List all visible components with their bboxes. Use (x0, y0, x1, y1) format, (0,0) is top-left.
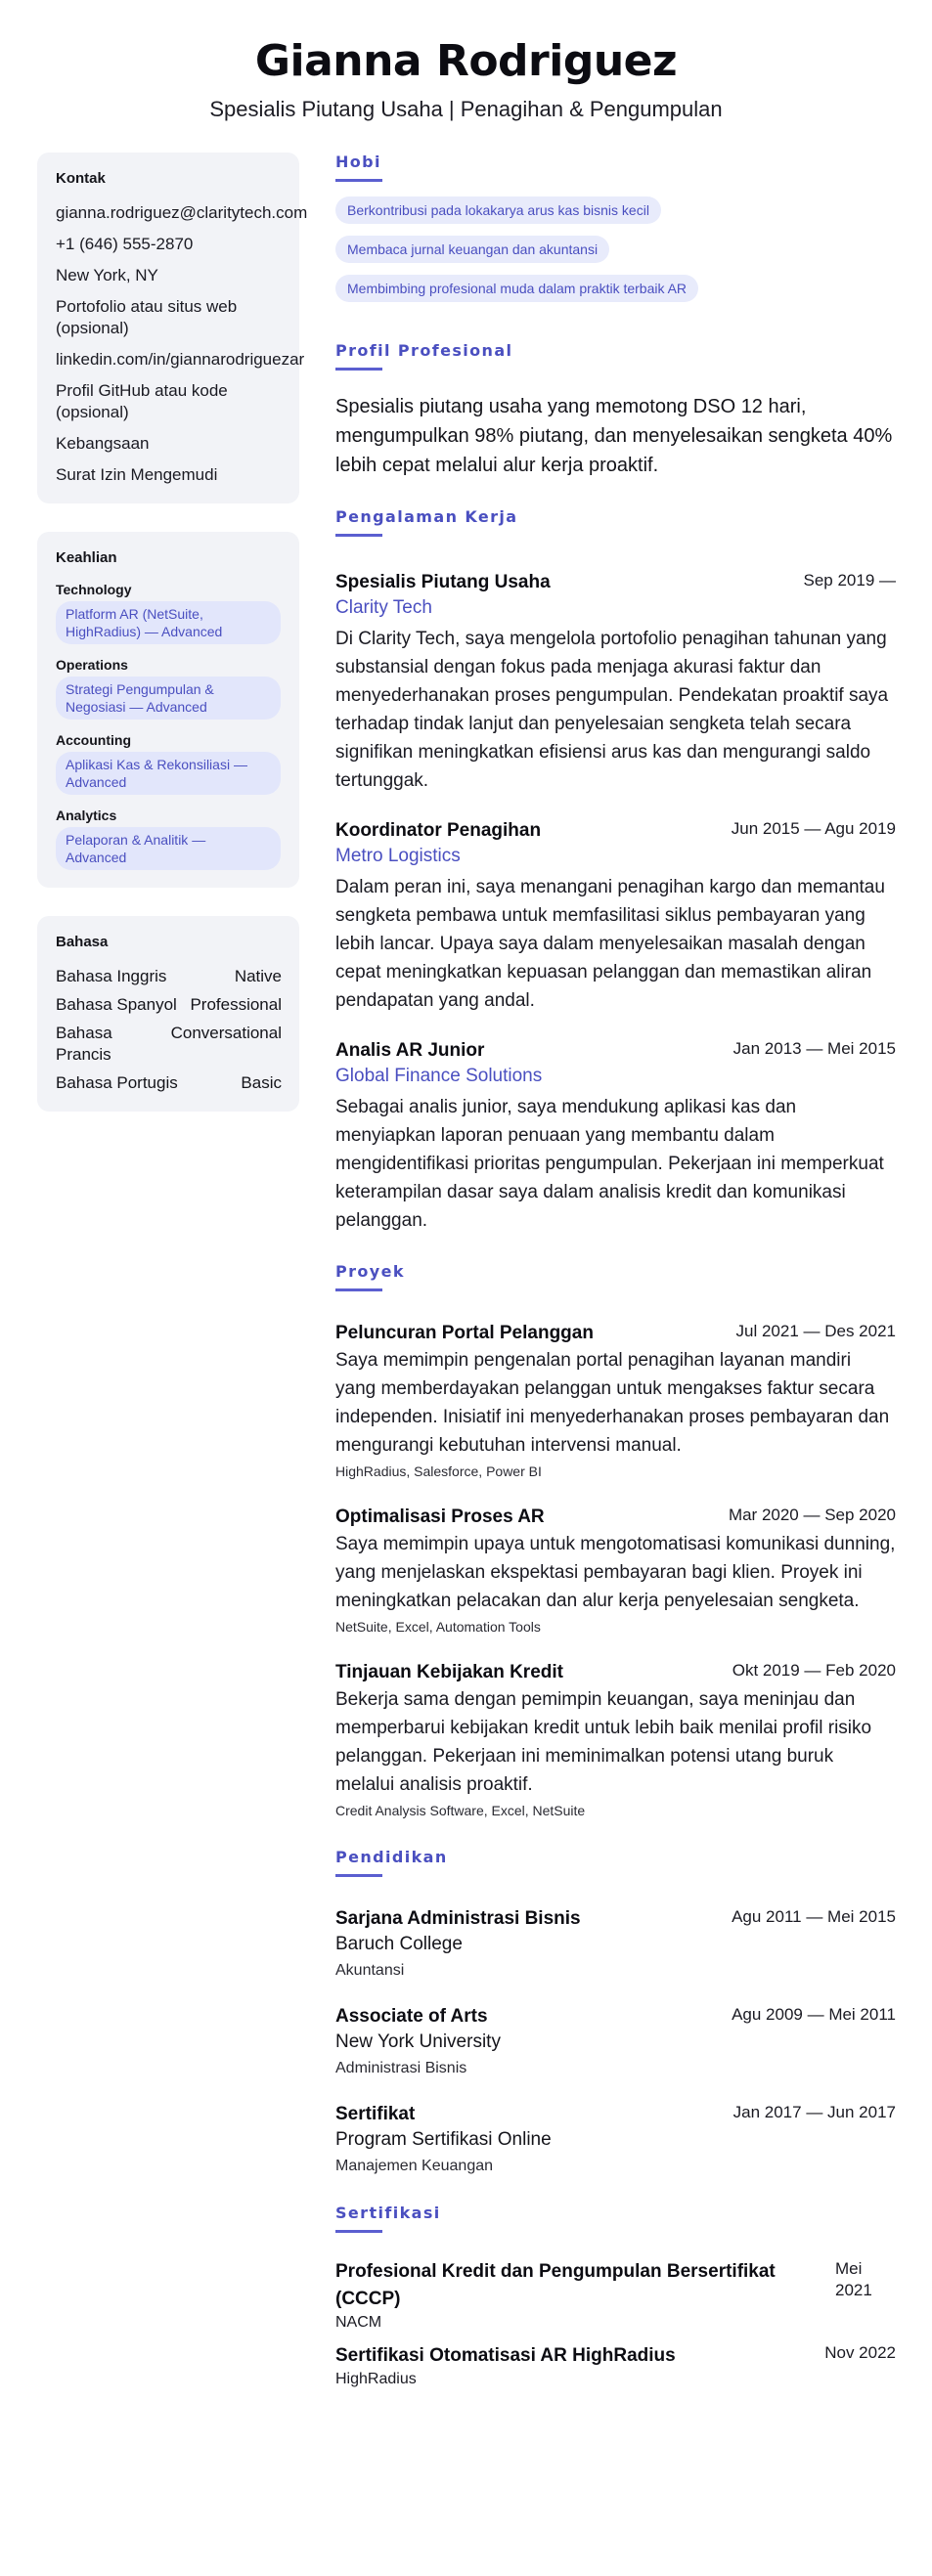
job-role: Spesialis Piutang Usaha (335, 572, 551, 592)
certification-name: Sertifikasi Otomatisasi AR HighRadius (335, 2345, 676, 2366)
skill-group (56, 808, 282, 870)
education-date: Jan 2017 — Jun 2017 (732, 2103, 896, 2121)
contact-portfolio[interactable]: Portofolio atau situs web (opsional) (56, 297, 238, 337)
education-date: Agu 2011 — Mei 2015 (732, 1907, 896, 1926)
experience-entry (335, 570, 896, 795)
job-date: Sep 2019 — (803, 571, 896, 589)
language-name: Bahasa Portugis (56, 1073, 178, 1092)
project-date: Jul 2021 — Des 2021 (735, 1322, 896, 1340)
languages-card (37, 916, 299, 1112)
language-level: Basic (241, 1073, 282, 1092)
project-entry (335, 1660, 896, 1820)
language-level: Native (234, 967, 282, 985)
contact-card (37, 153, 308, 503)
section-rule (335, 179, 382, 182)
education-degree: Sarjana Administrasi Bisnis (335, 1908, 581, 1929)
contact-nationality: Kebangsaan (56, 434, 150, 453)
candidate-title: Spesialis Piutang Usaha | Penagihan & Pengumpulan (209, 97, 723, 121)
education-school: Program Sertifikasi Online (335, 2129, 552, 2150)
contact-linkedin[interactable]: linkedin.com/in/giannarodriguezar (56, 350, 305, 369)
skill-category: Analytics (56, 808, 117, 823)
certification-name: Profesional Kredit dan Pengumpulan Bersertifikat (CCCP) (335, 2261, 776, 2309)
job-role: Analis AR Junior (335, 1040, 485, 1061)
project-description: Saya memimpin pengenalan portal penagihan layanan mandiri yang memberdayakan pelanggan untuk mengakses faktur secara independen. Inisiatif ini menyederhanakan proses pembayaran dan mengurangi kebutuhan intervensi manual. (335, 1350, 890, 1456)
certification-entry (335, 2342, 896, 2389)
contact-heading: Kontak (56, 170, 106, 187)
education-school: Baruch College (335, 1934, 463, 1954)
hobby-tag: Membimbing profesional muda dalam praktik terbaik AR (335, 275, 698, 302)
section-title-profile: Profil Profesional (335, 341, 513, 360)
certification-entry (335, 2258, 896, 2333)
skill-pill: Pelaporan & Analitik — Advanced (56, 827, 281, 870)
section-title-hobbies: Hobi (335, 153, 381, 171)
project-entry (335, 1321, 896, 1481)
hobby-tag: Berkontribusi pada lokakarya arus kas bisnis kecil (335, 196, 661, 224)
certification-date: Nov 2022 (824, 2343, 896, 2362)
section-rule (335, 368, 382, 371)
education-entry (335, 2004, 896, 2078)
language-name: Bahasa Spanyol (56, 995, 177, 1014)
experience-entry (335, 818, 896, 1015)
project-description: Bekerja sama dengan pemimpin keuangan, saya meninjau dan memperbarui kebijakan kredit untuk lebih baik menilai profil risiko pelanggan. Pekerjaan ini meminimalkan potensi utang buruk melalui analisis proaktif. (335, 1689, 872, 1795)
language-name: Bahasa Prancis (56, 1024, 112, 1064)
education-entry (335, 1906, 896, 1981)
skill-group (56, 732, 282, 795)
language-row (56, 1023, 282, 1066)
hobby-list (335, 196, 896, 314)
job-description: Dalam peran ini, saya menangani penagihan kargo dan memantau sengketa pembawa untuk memfasilitasi siklus pembayaran yang lebih lancar. Upaya saya dalam menyelesaikan masalah dengan cepat meningkatkan kepuasan pelanggan dan memastikan aliran pendapatan yang andal. (335, 877, 885, 1011)
certifications-section (335, 2204, 896, 2389)
skill-pill: Strategi Pengumpulan & Negosiasi — Advanced (56, 677, 281, 720)
project-name: Optimalisasi Proses AR (335, 1506, 545, 1527)
project-tech: Credit Analysis Software, Excel, NetSuite (335, 1803, 586, 1818)
skill-pill: Platform AR (NetSuite, HighRadius) — Advanced (56, 601, 281, 644)
contact-location: New York, NY (56, 266, 158, 284)
language-name: Bahasa Inggris (56, 967, 167, 985)
skill-category: Technology (56, 582, 132, 597)
education-field: Administrasi Bisnis (335, 2060, 467, 2076)
language-row (56, 994, 282, 1016)
project-tech: HighRadius, Salesforce, Power BI (335, 1463, 542, 1479)
project-name: Tinjauan Kebijakan Kredit (335, 1662, 563, 1682)
section-rule (335, 1874, 382, 1877)
contact-github[interactable]: Profil GitHub atau kode (opsional) (56, 381, 228, 421)
job-date: Jun 2015 — Agu 2019 (731, 819, 896, 838)
job-date: Jan 2013 — Mei 2015 (732, 1039, 896, 1058)
project-date: Mar 2020 — Sep 2020 (728, 1506, 896, 1524)
skill-group (56, 582, 282, 644)
languages-heading: Bahasa (56, 934, 109, 950)
hobbies-section (335, 153, 896, 314)
contact-phone[interactable]: +1 (646) 555-2870 (56, 235, 194, 253)
certification-issuer: NACM (335, 2314, 382, 2331)
job-description: Di Clarity Tech, saya mengelola portofolio penagihan tahunan yang substansial dengan fokus pada menjaga akurasi faktur dan menyederhanakan proses pengumpulan. Pendekatan proaktif saya terhadap tindak lanjut dan penyelesaian sengketa telah secara signifikan meningkatkan efisiensi arus kas dan mengurangi saldo tertunggak. (335, 629, 889, 791)
job-role: Koordinator Penagihan (335, 820, 542, 841)
skill-category: Accounting (56, 732, 131, 748)
profile-summary: Spesialis piutang usaha yang memotong DSO 12 hari, mengumpulkan 98% piutang, dan menyelesaikan sengketa 40% lebih cepat melalui alur kerja proaktif. (335, 396, 893, 476)
contact-license: Surat Izin Mengemudi (56, 465, 218, 484)
job-description: Sebagai analis junior, saya mendukung aplikasi kas dan menyiapkan laporan penuaan yang membantu dalam mengidentifikasi prioritas pengumpulan. Pekerjaan ini memperkuat keterampilan dasar saya dalam analisis kredit dan komunikasi pelanggan. (335, 1097, 884, 1231)
skills-heading: Keahlian (56, 549, 117, 566)
education-degree: Associate of Arts (335, 2006, 488, 2027)
education-date: Agu 2009 — Mei 2011 (732, 2005, 896, 2024)
experience-entry (335, 1038, 896, 1235)
education-entry (335, 2102, 896, 2176)
section-title-projects: Proyek (335, 1262, 405, 1281)
language-level: Professional (190, 995, 282, 1014)
education-section (335, 1848, 896, 2176)
project-tech: NetSuite, Excel, Automation Tools (335, 1619, 541, 1635)
section-title-education: Pendidikan (335, 1848, 448, 1866)
certification-date: Mei 2021 (835, 2259, 872, 2299)
project-name: Peluncuran Portal Pelanggan (335, 1323, 594, 1343)
job-company: Clarity Tech (335, 597, 432, 618)
project-entry (335, 1505, 896, 1637)
certification-issuer: HighRadius (335, 2371, 417, 2387)
hobby-tag: Membaca jurnal keuangan dan akuntansi (335, 236, 609, 263)
main-content (335, 153, 896, 2417)
profile-section (335, 341, 896, 480)
skill-pill: Aplikasi Kas & Rekonsiliasi — Advanced (56, 752, 281, 795)
project-date: Okt 2019 — Feb 2020 (732, 1661, 896, 1680)
language-row (56, 1072, 282, 1094)
section-title-experience: Pengalaman Kerja (335, 507, 518, 526)
sidebar (37, 153, 308, 1140)
skill-category: Operations (56, 657, 128, 673)
language-row (56, 966, 282, 987)
job-company: Global Finance Solutions (335, 1066, 543, 1086)
skills-card (37, 532, 299, 888)
language-level: Conversational (170, 1024, 282, 1042)
contact-email[interactable]: gianna.rodriguez@claritytech.com (56, 203, 308, 222)
resume-header (0, 0, 932, 137)
section-title-certifications: Sertifikasi (335, 2204, 441, 2222)
section-rule (335, 2230, 382, 2233)
education-degree: Sertifikat (335, 2104, 416, 2124)
education-school: New York University (335, 2031, 501, 2052)
skill-group (56, 657, 282, 720)
education-field: Akuntansi (335, 1962, 405, 1979)
candidate-name: Gianna Rodriguez (254, 36, 678, 86)
education-field: Manajemen Keuangan (335, 2158, 494, 2174)
job-company: Metro Logistics (335, 846, 461, 866)
section-rule (335, 1288, 382, 1291)
section-rule (335, 534, 382, 537)
projects-section (335, 1262, 896, 1820)
project-description: Saya memimpin upaya untuk mengotomatisasi komunikasi dunning, yang menjelaskan ekspektasi pembayaran bagi klien. Proyek ini meningkatkan pelacakan dan alur kerja penyelesaian sengketa. (335, 1534, 896, 1611)
experience-section (335, 507, 896, 1235)
